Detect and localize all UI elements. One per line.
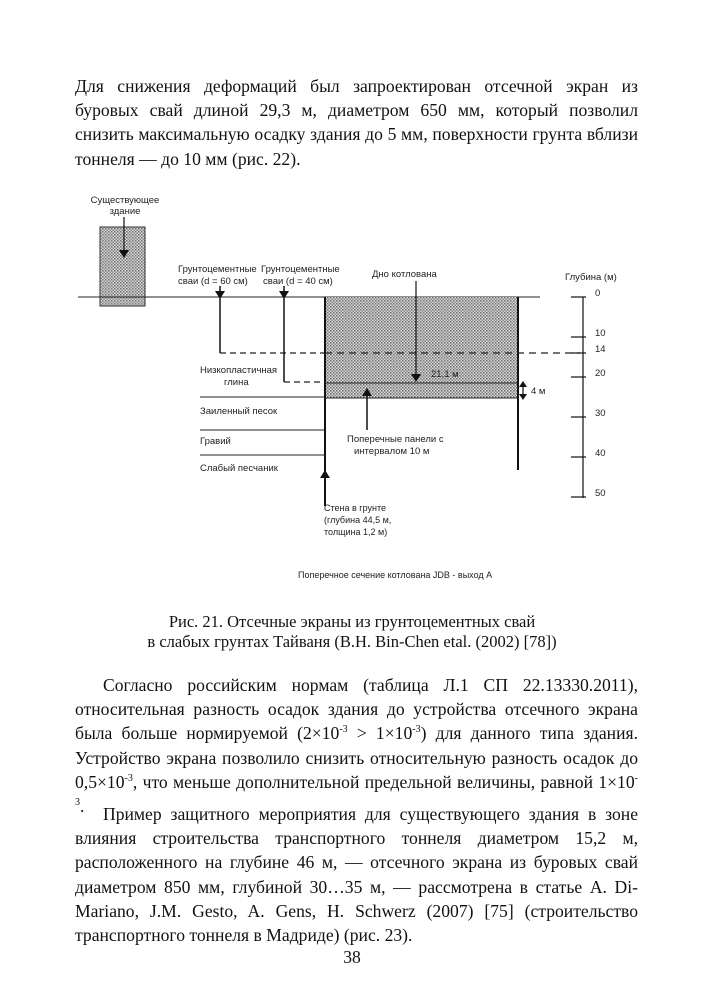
- label-slab-thickness: 4 м: [531, 386, 546, 397]
- paragraph-norms: [75, 673, 638, 818]
- norms-text-4: , что меньше дополнительной предельной величины, равной 1×10: [132, 771, 635, 792]
- label-existing-building-1: Существующее: [90, 195, 160, 206]
- depth-tick-label: 0: [595, 288, 601, 299]
- label-layer-gravel: Гравий: [200, 436, 231, 447]
- label-layer-clay-1: Низкопластичная: [200, 365, 278, 376]
- wall-arrow-head: [320, 470, 330, 478]
- slab-thickness-arrow-down: [519, 394, 527, 400]
- depth-tick-label: 30: [595, 408, 606, 419]
- depth-tick-label: 50: [595, 488, 606, 499]
- depth-tick-label: 20: [595, 368, 606, 379]
- depth-tick-label: 10: [595, 328, 606, 339]
- paragraph-example: Пример защитного мероприятия для существующего здания в зоне влияния строительства транспортного тоннеля диаметром 15,2 м, расположенного на глубине 46 м, — отсечного экрана из буровых свай диаметром 850 мм, глубиной 30…35 м, — рассмотрена в статье A. Di-Mariano, J.M. Gesto, A. Gens, H. Schwerz (2007) [75] (строительство транспортного тоннеля в Мадриде) (рис. 23).: [75, 804, 638, 946]
- norms-exp-2: -3: [412, 724, 421, 736]
- norms-exp-1: -3: [339, 724, 348, 736]
- norms-text-5: .: [80, 796, 85, 817]
- norms-text-3: ) для данного типа здания. Устройство экрана позволило снизить относительную разность осадок до 0,5×10: [75, 723, 638, 792]
- depth-tick-label: 14: [595, 344, 606, 355]
- label-pile-40-2: сваи (d = 40 см): [263, 276, 333, 287]
- depth-scale-ticks: [571, 288, 606, 499]
- label-cross-panels-2: интервалом 10 м: [354, 446, 430, 457]
- figure-caption-line-1: Рис. 21. Отсечные экраны из грунтоцементных свай: [168, 612, 536, 631]
- page-number: 38: [343, 947, 361, 967]
- label-excavation-depth: 21,1 м: [431, 369, 459, 380]
- label-pile-60-2: сваи (d = 60 см): [178, 276, 248, 287]
- label-layer-clay-2: глина: [224, 377, 249, 388]
- label-pile-60-1: Грунтоцементные: [178, 264, 257, 275]
- section-title: Поперечное сечение котлована JDB - выход А: [298, 570, 493, 580]
- existing-building: [100, 227, 145, 306]
- norms-exp-4: -3: [75, 772, 638, 809]
- figure-caption-line-2: в слабых грунтах Тайваня (B.H. Bin-Chen etal. (2002) [78]): [147, 632, 557, 651]
- norms-text-1: Согласно российским нормам (таблица Л.1 СП 22.13330.2011), относительная разность осадок здания до устройства отсечного экрана была больше нормируемой (2×10: [75, 675, 638, 744]
- slab-thickness-arrow-up: [519, 381, 527, 387]
- label-wall-2: (глубина 44,5 м,: [324, 515, 392, 525]
- label-wall-3: толщина 1,2 м): [324, 527, 388, 537]
- paragraph-intro: Для снижения деформаций был запроектирован отсечной экран из буровых свай длиной 29,3 м, диаметром 650 мм, который позволил снизить максимальную осадку здания до 5 мм, поверхности грунта вблизи тоннеля — до 10 мм (рис. 22).: [75, 76, 638, 169]
- label-wall-1: Стена в грунте: [324, 503, 386, 513]
- label-layer-sandstone: Слабый песчаник: [200, 463, 278, 474]
- label-cross-panels-1: Поперечные панели с: [347, 434, 444, 445]
- norms-exp-3: -3: [124, 772, 133, 784]
- depth-scale-title: Глубина (м): [565, 272, 617, 283]
- depth-tick-label: 40: [595, 448, 606, 459]
- label-layer-silty-sand: Заиленный песок: [200, 406, 278, 417]
- norms-text-2: > 1×10: [347, 723, 413, 744]
- label-existing-building-2: здание: [109, 206, 141, 217]
- label-pile-40-1: Грунтоцементные: [261, 264, 340, 275]
- figure-caption: [60, 612, 644, 652]
- label-excavation-bottom: Дно котлована: [372, 269, 437, 280]
